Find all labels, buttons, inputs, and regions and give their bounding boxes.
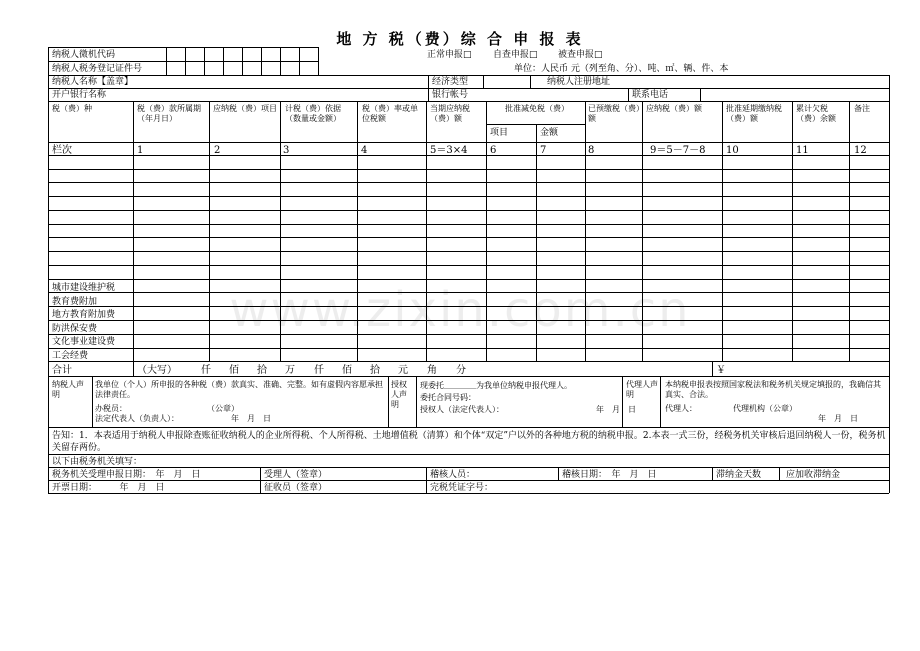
taxpayer-declaration-text: 我单位（个人）所申报的各种税（费）款真实、准确、完整。如有虚假内容愿承担法律责任。 [95, 380, 383, 399]
grid-line [48, 196, 889, 197]
grid-line [483, 75, 484, 88]
col-rate: 税（费）率或单位税额 [362, 104, 418, 123]
total-unit: 万 [285, 365, 295, 376]
grid-line [426, 101, 427, 361]
grid-line [48, 334, 889, 335]
grid-line [48, 454, 889, 455]
index-4: 4 [361, 145, 368, 156]
grid-line [133, 361, 134, 376]
col-period: 税（费）款所属期（年月日） [137, 104, 201, 123]
total-daxie: （大写） [137, 365, 177, 376]
grid-line [48, 142, 889, 143]
total-unit: 仟 [314, 365, 324, 376]
index-11: 11 [796, 145, 809, 156]
late-fee-days: 滞纳金天数 [716, 470, 762, 480]
col-tax-type: 税（费）种 [52, 104, 92, 113]
taxpayer-name-label: 纳税人名称【盖章】 [52, 77, 134, 87]
grid-line [779, 467, 780, 480]
normal-report-checkbox[interactable]: 正常申报□ [427, 50, 472, 60]
grid-line [48, 427, 889, 428]
watermark: www.zixin.com.cn [229, 282, 691, 338]
grid-line [242, 47, 243, 75]
grid-line [299, 47, 300, 75]
index-3: 3 [283, 145, 290, 156]
grid-line [48, 320, 889, 321]
grid-line [530, 75, 531, 88]
grid-line [48, 169, 889, 170]
total-unit: 拾 [257, 365, 267, 376]
grid-line [712, 361, 713, 376]
grid-line [48, 210, 889, 211]
tax-row-label: 地方教育附加费 [52, 310, 116, 320]
index-12: 12 [854, 145, 867, 156]
col-basis: 计税（费）依据（数量或金额） [285, 104, 341, 123]
grid-line [318, 47, 319, 75]
grid-line [48, 279, 889, 280]
self-check-checkbox[interactable]: 自查申报□ [493, 50, 538, 60]
taxpayer-declaration-label: 纳税人声明 [52, 380, 84, 399]
authorization-line: 现委托＿＿＿＿为我单位纳税申报代理人。 [420, 381, 572, 390]
grid-line [48, 47, 49, 75]
col-relief-item: 项目 [490, 128, 509, 138]
grid-line [416, 376, 417, 427]
index-1: 1 [137, 145, 144, 156]
total-label: 合计 [52, 365, 72, 376]
grid-line [261, 47, 262, 75]
grid-line [280, 47, 281, 75]
grid-line [48, 237, 889, 238]
grid-line [642, 101, 643, 361]
grid-line [48, 101, 889, 102]
col-payable: 应纳税（费）额 [646, 104, 702, 113]
phone-label: 联系电话 [632, 90, 669, 100]
grid-line [660, 376, 661, 427]
grid-line [48, 361, 889, 362]
grid-line [792, 101, 793, 361]
office-seal-line: 办税员： （公章） [95, 404, 239, 413]
grid-line [48, 265, 889, 266]
grid-line [48, 376, 889, 377]
tax-row-label: 工会经费 [52, 351, 89, 361]
agent-sign-line: 代理人： 代理机构（公章） [665, 404, 797, 413]
col-relief: 批准减免税（费） [505, 104, 569, 113]
grid-line [558, 467, 559, 480]
grid-line [204, 47, 205, 75]
total-unit: 佰 [229, 365, 239, 376]
notice-text: 告知：1．本表适用于纳税人申报除查账征收纳税人的企业所得税、个人所得税、土地增值税（清算）和个体“双定”户以外的各种地方税的纳税申报。2.本表一式三份，经税务机关审核后退回纳税人一份，税务机关留存两份。 [52, 431, 886, 453]
grid-line [209, 101, 210, 361]
grid-line [223, 47, 224, 75]
late-fee-due: 应加收滞纳金 [786, 470, 841, 480]
index-8: 8 [588, 145, 595, 156]
total-unit: 元 [398, 365, 408, 376]
voucher-label: 完税凭证字号： [430, 483, 494, 493]
grid-line [388, 376, 389, 427]
grid-line [357, 101, 358, 361]
tax-row-label: 教育费附加 [52, 297, 98, 307]
authorization-contract: 委托合同号码： [420, 393, 476, 402]
grid-line [48, 61, 318, 62]
grid-line [280, 101, 281, 361]
grid-line [428, 75, 429, 101]
col-prepaid: 已预缴税（费）额 [588, 104, 640, 123]
grid-line [48, 348, 889, 349]
unit-note: 单位：人民币 元（列至角、分）、吨、㎡、辆、件、本 [514, 64, 729, 74]
auditor-label: 稽核人员： [430, 470, 476, 480]
grid-line [849, 101, 850, 361]
page-title: 地 方 税（费）综 合 申 报 表 [336, 30, 584, 48]
grid-line [185, 47, 186, 75]
taxpayer-id-label: 纳税人微机代码 [52, 50, 116, 60]
index-10: 10 [726, 145, 739, 156]
tax-row-label: 城市建设维护税 [52, 283, 116, 293]
grid-line [92, 376, 93, 427]
grid-line [48, 467, 889, 468]
grid-line [48, 88, 889, 89]
index-6: 6 [490, 145, 497, 156]
receiver-label: 受理人（签章） [264, 470, 328, 480]
grid-line [486, 101, 487, 361]
total-unit: 佰 [342, 365, 352, 376]
grid-line [48, 224, 889, 225]
taxpayer-reg-label: 纳税人税务登记证件号 [52, 64, 143, 74]
col-arrears: 累计欠税（费）余额 [796, 104, 836, 123]
index-label: 栏次 [52, 145, 72, 156]
grid-line [536, 124, 537, 361]
bank-name-label: 开户银行名称 [52, 90, 107, 100]
checked-report-checkbox[interactable]: 被查申报□ [558, 50, 603, 60]
authorizer-line: 授权人（法定代表人）： 年 月 日 [420, 405, 636, 414]
yen-sign: ￥ [716, 365, 726, 376]
tax-row-label: 文化事业建设费 [52, 337, 116, 347]
agent-declaration-text: 本纳税申报表按照国家税法和税务机关规定填报的，我确信其真实、合法。 [665, 380, 881, 399]
col-deferred: 批准延期缴纳税（费）额 [726, 104, 782, 123]
grid-line [48, 47, 318, 48]
grid-line [889, 75, 890, 493]
index-9: 9＝5－7－8 [650, 145, 706, 156]
reg-address-label: 纳税人注册地址 [547, 77, 611, 87]
collector-label: 征收员（签章） [264, 483, 328, 493]
office-header: 以下由税务机关填写： [52, 457, 143, 467]
col-remark: 备注 [854, 104, 870, 113]
ticket-date: 开票日期： 年 月 日 [52, 483, 165, 493]
legal-rep-line: 法定代表人（负责人）： 年 月 日 [95, 414, 271, 423]
col-relief-amount: 金额 [540, 128, 559, 138]
grid-line [48, 251, 889, 252]
grid-line [166, 47, 167, 75]
grid-line [628, 88, 629, 101]
grid-line [722, 101, 723, 361]
index-2: 2 [214, 145, 221, 156]
audit-date: 稽核日期： 年 月 日 [562, 470, 657, 480]
grid-line [48, 75, 889, 76]
agent-date-line: 年 月 日 [818, 414, 858, 423]
grid-line [712, 467, 713, 480]
grid-line [48, 182, 889, 183]
col-item: 应纳税（费）项目 [213, 104, 277, 113]
grid-line [426, 467, 427, 493]
index-7: 7 [540, 145, 547, 156]
grid-line [700, 88, 701, 101]
grid-line [133, 101, 134, 361]
total-unit: 仟 [201, 365, 211, 376]
econ-type-label: 经济类型 [432, 77, 469, 87]
grid-line [622, 376, 623, 427]
grid-line [48, 75, 49, 493]
grid-line [585, 101, 586, 361]
grid-line [48, 155, 889, 156]
grid-line [48, 306, 889, 307]
receive-date: 税务机关受理申报日期： 年 月 日 [52, 470, 201, 480]
index-5: 5＝3×4 [430, 145, 468, 156]
grid-line [48, 292, 889, 293]
col-current-due: 当期应纳税（费）额 [430, 104, 470, 123]
grid-line [260, 467, 261, 493]
total-unit: 分 [456, 365, 466, 376]
total-unit: 角 [427, 365, 437, 376]
agent-declaration-label: 代理人声明 [626, 380, 658, 399]
total-unit: 拾 [370, 365, 380, 376]
tax-row-label: 防洪保安费 [52, 324, 98, 334]
bank-account-label: 银行帐号 [432, 90, 469, 100]
authorization-label: 授权人声明 [391, 380, 407, 409]
